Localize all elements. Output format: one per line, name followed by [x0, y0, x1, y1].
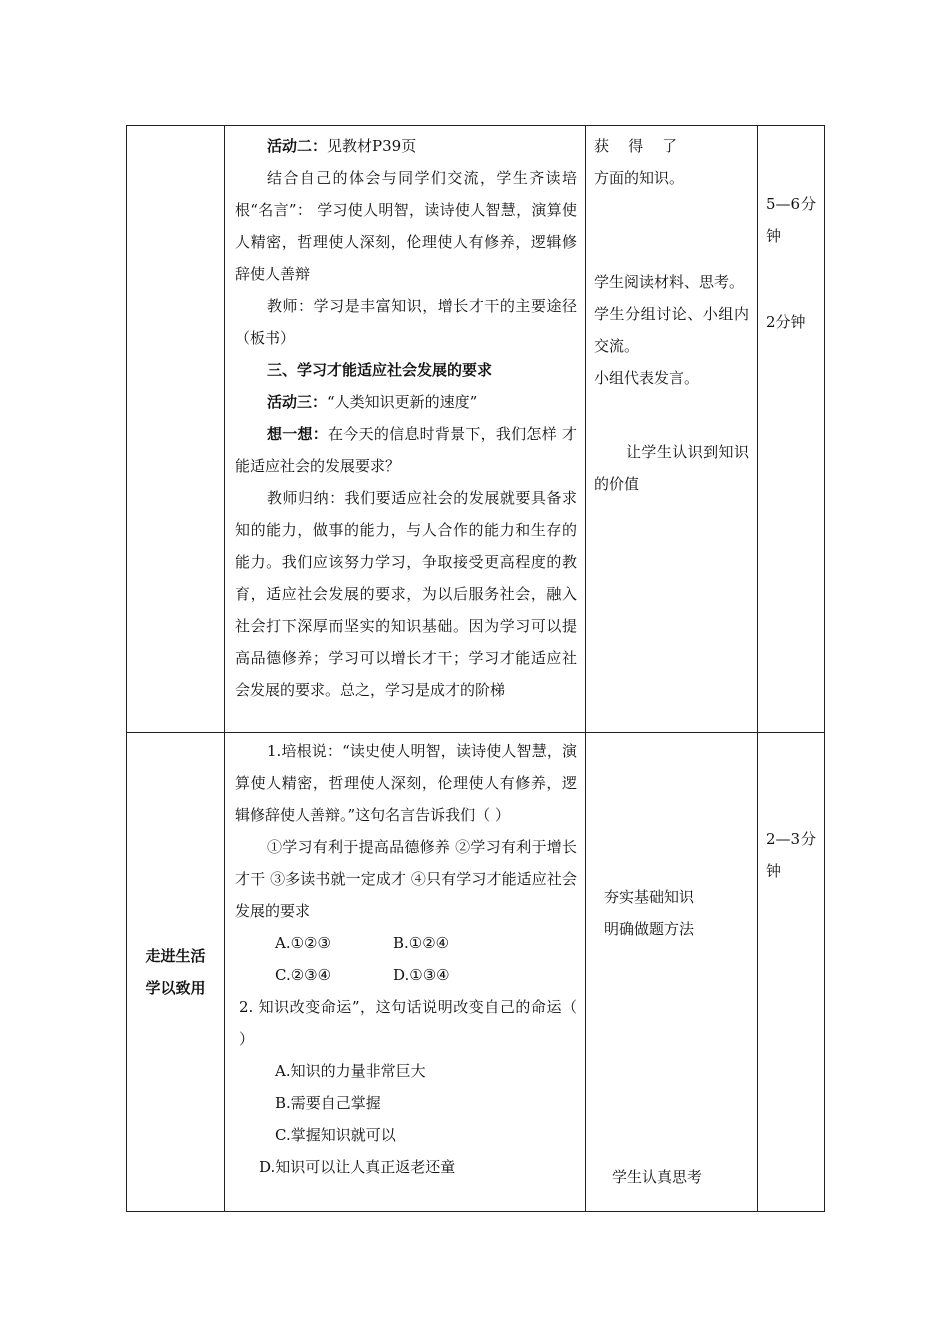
activity3-line [235, 386, 577, 418]
question-2-option-c: C.掌握知识就可以 [275, 1126, 396, 1144]
question-2-option-b: B.需要自己掌握 [275, 1094, 381, 1112]
section-title-line-1: 走进生活 [145, 947, 206, 965]
activity3-text: “人类知识更新的速度” [327, 393, 478, 411]
table-row [127, 126, 825, 733]
time-label-1: 2—3分钟 [766, 830, 816, 880]
student-think: 学生认真思考 [612, 1168, 703, 1186]
student-line-1: 夯实基础知识 [604, 888, 695, 906]
time-label-1: 5—6分钟 [766, 195, 816, 245]
table-row [127, 733, 825, 1212]
student-line-1: 获 得 了 [594, 137, 678, 155]
activity2-line [235, 130, 577, 162]
discuss-paragraph: 结合自己的体会与同学们交流，学生齐读培根“名言”： 学习使人明智，读诗使人智慧，演算使人精密，哲理使人深刻，伦理使人有修养，逻辑修辞使人善辩 [235, 169, 577, 283]
teacher-point-paragraph: 教师：学习是丰富知识，增长才干的主要途径 （板书） [235, 297, 577, 347]
option-b: B.①②④ [393, 934, 450, 952]
question-2-option-a: A.知识的力量非常巨大 [275, 1062, 426, 1080]
lesson-plan-table [126, 125, 825, 1212]
question-1-options-ab [235, 927, 577, 959]
think-text: 在今天的信息时背景下，我们怎样 才能适应社会的发展要求？ [235, 425, 577, 475]
time-cell [758, 126, 825, 733]
question-2: 2. 知识改变命运”，这句话说明改变自己的命运（ ） [239, 998, 577, 1048]
question-2-option-d: D.知识可以让人真正返老还童 [259, 1158, 456, 1176]
activity2-text: 见教材P39页 [327, 137, 417, 155]
section-cell [127, 733, 225, 1212]
question-1-items: ①学习有利于提高品德修养 ②学习有利于增长才干 ③多读书就一定成才 ④只有学习才能适应社会发展的要求 [235, 838, 577, 920]
student-speak: 小组代表发言。 [594, 369, 700, 387]
activity2-label: 活动二： [267, 137, 328, 155]
student-value: 让学生认识到知识的价值 [594, 443, 749, 493]
time-label-2: 2分钟 [766, 313, 806, 331]
question-1-options-cd [235, 959, 577, 991]
student-activity-cell [586, 126, 758, 733]
student-activity-cell [586, 733, 758, 1212]
activity3-label: 活动三： [267, 393, 328, 411]
student-read: 学生阅读材料、思考。 [594, 273, 745, 291]
time-cell [758, 733, 825, 1212]
question-1: 1.培根说：“读史使人明智，读诗使人智慧，演算使人精密，哲理使人深刻，伦理使人有修养，逻辑修辞使人善辩。”这句名言告诉我们（ ） [235, 742, 577, 824]
exercise-cell [225, 733, 586, 1212]
teacher-activity-cell [225, 126, 586, 733]
section3-heading: 三、学习才能适应社会发展的要求 [267, 361, 493, 379]
student-line-2: 明确做题方法 [604, 920, 695, 938]
section-title-line-2: 学以致用 [145, 979, 206, 997]
section-cell-empty [127, 126, 225, 733]
option-a: A.①②③ [275, 934, 331, 952]
student-group: 学生分组讨论、小组内交流。 [594, 305, 749, 355]
think-label: 想一想： [267, 425, 329, 443]
think-paragraph [235, 418, 577, 482]
student-line-2: 方面的知识。 [594, 169, 685, 187]
option-d: D.①③④ [393, 966, 450, 984]
option-c: C.②③④ [275, 966, 332, 984]
summary-paragraph: 教师归纳：我们要适应社会的发展就要具备求知的能力，做事的能力，与人合作的能力和生存的能力。我们应该努力学习，争取接受更高程度的教育，适应社会发展的要求，为以后服务社会，融入社会打下深厚而坚实的知识基础。因为学习可以提高品德修养；学习可以增长才干；学习才能适应社会发展的要求。总之，学习是成才的阶梯 [235, 489, 577, 699]
